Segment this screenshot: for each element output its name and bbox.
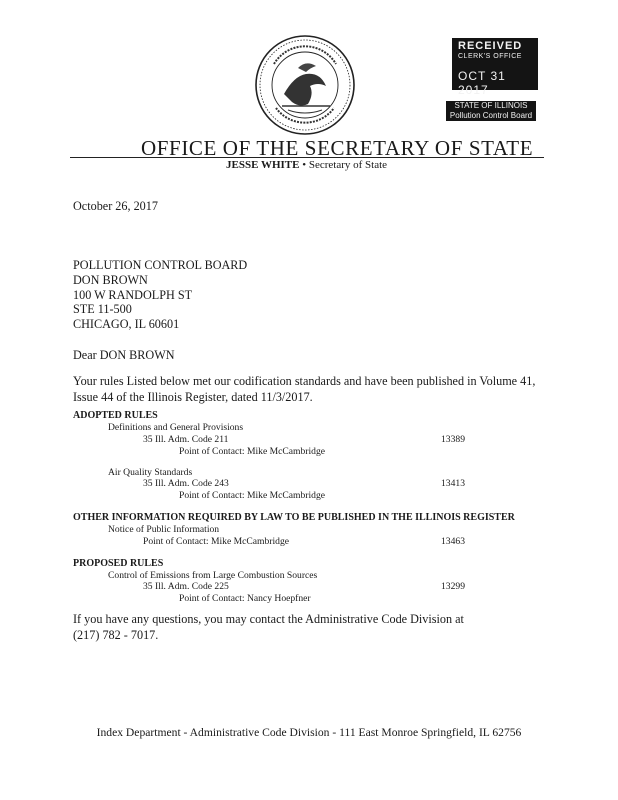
closing-phone: (217) 782 - 7017. bbox=[73, 628, 159, 642]
rule-title: Definitions and General Provisions bbox=[108, 422, 244, 433]
office-title: OFFICE OF THE SECRETARY OF STATE bbox=[141, 136, 534, 160]
salutation: Dear DON BROWN bbox=[73, 348, 175, 362]
address-line: DON BROWN bbox=[73, 273, 148, 287]
address-line: STE 11-500 bbox=[73, 302, 132, 316]
rule-code: 35 Ill. Adm. Code 243 bbox=[143, 478, 229, 489]
rule-page: 13413 bbox=[441, 478, 465, 489]
rule-code: 35 Ill. Adm. Code 211 bbox=[143, 434, 229, 445]
section-heading: OTHER INFORMATION REQUIRED BY LAW TO BE PUBLISHED IN THE ILLINOIS REGISTER bbox=[73, 512, 515, 523]
rule-title: Notice of Public Information bbox=[108, 524, 220, 535]
rule-contact: Point of Contact: Mike McCambridge bbox=[143, 536, 290, 547]
rule-contact: Point of Contact: Mike McCambridge bbox=[179, 490, 326, 501]
rule-contact: Point of Contact: Mike McCambridge bbox=[179, 446, 326, 457]
board-stamp-line1: STATE OF ILLINOIS bbox=[454, 101, 528, 110]
rule-page: 13389 bbox=[441, 434, 465, 445]
title-rule bbox=[70, 157, 544, 158]
board-stamp-line2: Pollution Control Board bbox=[449, 111, 533, 120]
intro-paragraph: Your rules Listed below met our codification standards and have been published in Volume 41, Issue 44 of the Illinois Register, dated 11/3/2017. bbox=[73, 374, 536, 404]
section-heading: PROPOSED RULES bbox=[73, 558, 164, 569]
letter-date: October 26, 2017 bbox=[73, 199, 158, 213]
page-footer: Index Department - Administrative Code Division - 111 East Monroe Springfield, IL 62756 bbox=[96, 726, 522, 739]
board-stamp bbox=[446, 101, 536, 121]
rule-title: Air Quality Standards bbox=[108, 467, 193, 478]
received-stamp-line1: RECEIVED bbox=[458, 40, 523, 52]
state-seal-icon bbox=[254, 34, 356, 136]
rule-code: 35 Ill. Adm. Code 225 bbox=[143, 581, 229, 592]
rule-page: 13463 bbox=[441, 536, 465, 547]
secretary-line bbox=[226, 159, 387, 171]
received-stamp-date: OCT 31 2017 bbox=[458, 69, 506, 97]
section-heading: ADOPTED RULES bbox=[73, 410, 158, 421]
address-line: 100 W RANDOLPH ST bbox=[73, 288, 193, 302]
secretary-name: JESSE WHITE bbox=[226, 159, 300, 171]
received-stamp-line2: CLERK'S OFFICE bbox=[458, 53, 522, 60]
secretary-title: Secretary of State bbox=[308, 159, 388, 171]
closing-line: If you have any questions, you may contact the Administrative Code Division at bbox=[73, 612, 464, 626]
address-line: POLLUTION CONTROL BOARD bbox=[73, 258, 248, 272]
rule-page: 13299 bbox=[441, 581, 465, 592]
rule-title: Control of Emissions from Large Combustion Sources bbox=[108, 570, 318, 581]
rule-contact: Point of Contact: Nancy Hoepfner bbox=[179, 593, 311, 604]
received-stamp bbox=[452, 38, 538, 97]
secretary-separator: • bbox=[299, 159, 309, 171]
address-line: CHICAGO, IL 60601 bbox=[73, 317, 180, 331]
